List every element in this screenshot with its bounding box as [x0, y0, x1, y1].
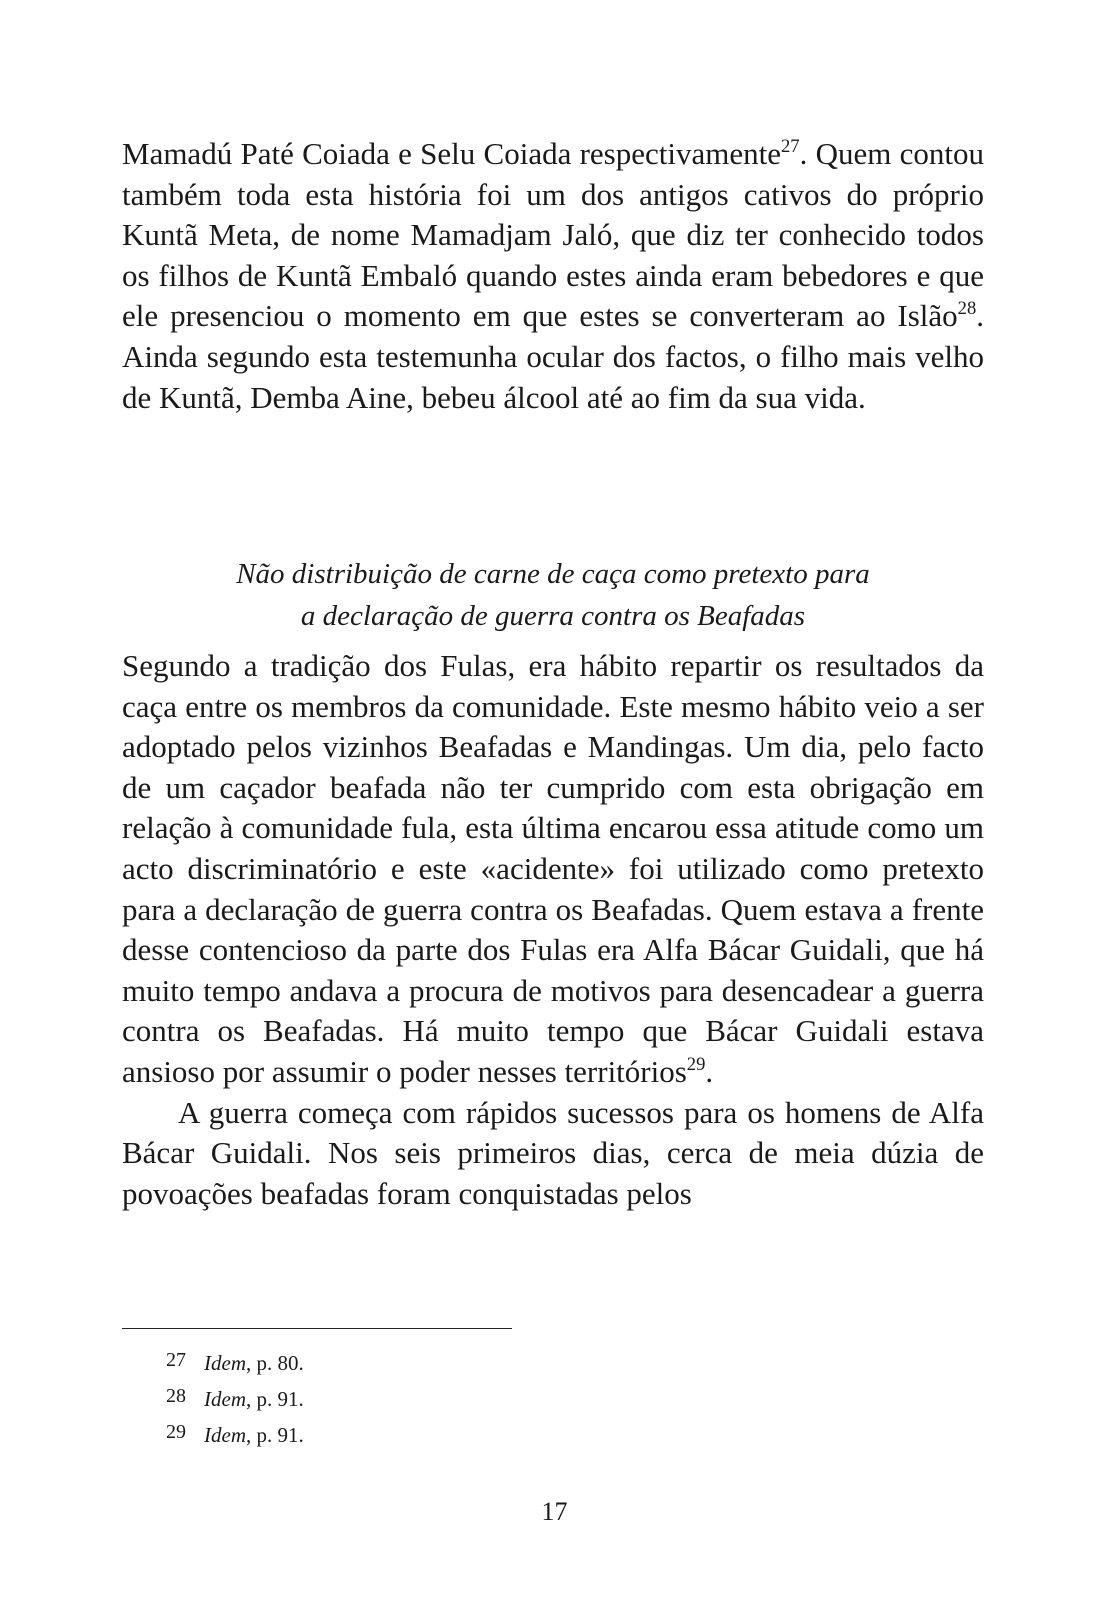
footnote-ref: , p. 91.	[245, 1387, 304, 1411]
footnote-item	[166, 1344, 304, 1380]
section-heading-line-1: Não distribuição de carne de caça como pretexto para	[236, 558, 870, 590]
footnote-separator	[122, 1328, 512, 1329]
footnote-ref-28[interactable]: 28	[957, 298, 977, 320]
footnote-source: Idem	[204, 1387, 246, 1411]
footnote-item	[166, 1416, 304, 1452]
paragraph-1-text-a: Mamadú Paté Coiada e Selu Coiada respectivamente	[122, 136, 781, 171]
footnote-ref-27[interactable]: 27	[781, 135, 800, 157]
body-text-top	[122, 134, 984, 418]
footnote-source: Idem	[204, 1423, 246, 1447]
page-number: 17	[541, 1497, 568, 1526]
section-heading	[122, 553, 984, 637]
footnote-number: 28	[166, 1385, 186, 1407]
footnote-number: 27	[166, 1349, 186, 1371]
footnote-number: 29	[166, 1421, 186, 1443]
footnote-ref-29[interactable]: 29	[686, 1053, 706, 1075]
footnotes	[166, 1344, 304, 1452]
paragraph-2	[122, 646, 984, 1093]
footnote-ref: , p. 91.	[245, 1423, 304, 1447]
footnote-source: Idem	[204, 1351, 246, 1375]
paragraph-3: A guerra começa com rápidos sucessos para os homens de Alfa Bácar Guidali. Nos seis primeiros dias, cerca de meia dúzia de povoações beafadas foram conquistadas pelos	[122, 1094, 984, 1211]
footnote-item	[166, 1380, 304, 1416]
paragraph-1-text-c: . Ainda segundo esta testemunha ocular dos factos, o filho mais velho de Kuntã, Demba Aine, bebeu álcool até ao fim da sua vida.	[122, 298, 984, 415]
paragraph-1-text-b: . Quem contou também toda esta história foi um dos antigos cativos do próprio Kuntã Meta, de nome Mamadjam Jaló, que diz ter conhecido todos os filhos de Kuntã Embaló quando estes ainda eram bebedores e que ele presenciou o momento em que estes se converteram ao Islão	[122, 136, 984, 334]
footnote-ref: , p. 80.	[245, 1351, 304, 1375]
body-text-main	[122, 646, 984, 1214]
section-heading-line-2: a declaração de guerra contra os Beafadas	[300, 600, 806, 632]
paragraph-2-text-a: Segundo a tradição dos Fulas, era hábito repartir os resultados da caça entre os membros da comunidade. Este mesmo hábito veio a ser adoptado pelos vizinhos Beafadas e Mandingas. Um dia, pelo facto de um caçador beafada não ter cumprido com esta obrigação em relação à comunidade fula, esta última encarou essa atitude como um acto discriminatório e este «acidente» foi utilizado como pretexto para a declaração de guerra contra os Beafadas. Quem estava a frente desse contencioso da parte dos Fulas era Alfa Bácar Guidali, que há muito tempo andava a procura de motivos para desencadear a guerra contra os Beafadas. Há muito tempo que Bácar Guidali estava ansioso por assumir o poder nesses territórios	[122, 648, 984, 1089]
paragraph-2-text-b: .	[705, 1053, 714, 1089]
paragraph-1	[122, 134, 984, 418]
